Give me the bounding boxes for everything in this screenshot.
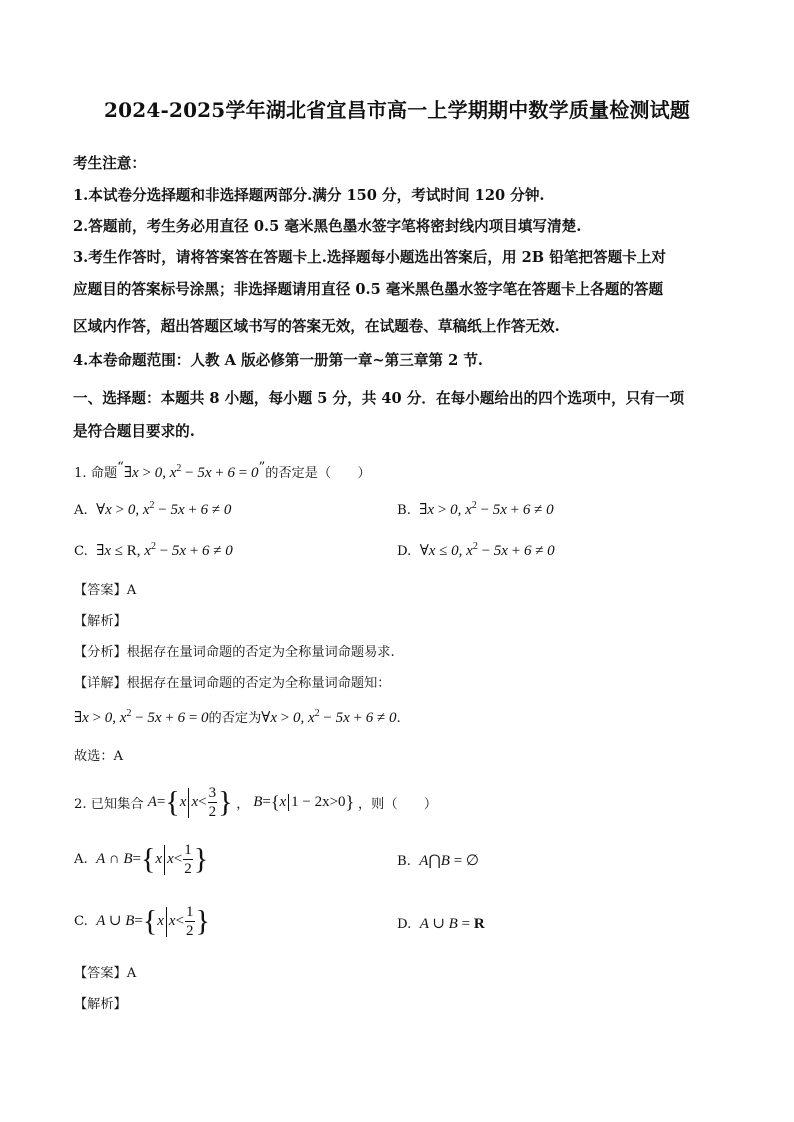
option-label: C. [74, 544, 88, 559]
frac-numerator: 1 [186, 904, 194, 920]
q1-statement-math: ∃x > 0, $x^2 - 5x + 6 = 0$ [123, 463, 259, 481]
q1-analysis-heading: 【解析】 [74, 614, 127, 629]
option-label: A. [74, 852, 88, 867]
option-label: D. [397, 917, 412, 932]
q2-option-a-math: A ∩ B={x x< $\frac{1}{2}$ } [96, 842, 209, 877]
option-label: B. [397, 503, 411, 518]
q1-solution-line [74, 707, 401, 727]
q1-fenxi: 【分析】根据存在量词命题的否定为全称量词命题易求. [74, 645, 395, 660]
frac-numerator: 1 [184, 842, 192, 858]
option-label: C. [74, 914, 88, 929]
q2-set-b-name: B [253, 793, 263, 810]
q1-solution-math-1: ∃x > 0, $x^2 - 5x + 6 = 0$ [74, 708, 209, 726]
option-label: A. [74, 503, 88, 518]
q1-period: . [396, 711, 401, 726]
q2-option-c [74, 903, 210, 940]
q2-option-d [397, 914, 485, 933]
q1-close-quote: ” [258, 460, 266, 475]
option-label: B. [397, 854, 411, 869]
q2-comma: ， [236, 797, 250, 812]
notice-item-3-cont: 应题目的答案标号涂黑；非选择题请用直径 0.5 毫米黑色墨水签字笔在答题卡上各题的答题 [73, 281, 664, 298]
frac-denominator: 2 [184, 861, 192, 877]
q2-option-a [74, 841, 208, 878]
frac-numerator: 3 [208, 785, 217, 801]
q1-option-a-math: ∀x > 0, $x^2 - 5x + 6 \ne 0$ [96, 500, 232, 518]
q1-option-b-math: ∃x > 0, $x^2 - 5x + 6 \ne 0$ [419, 500, 554, 518]
q2-option-b [397, 851, 479, 870]
page-title: 2024-2025学年湖北省宜昌市高一上学期期中数学质量检测试题 [103, 98, 691, 122]
q1-solution-math-2: ∀x > 0, $x^2 - 5x + 6 \ne 0$ [261, 708, 397, 726]
notice-heading: 考生注意： [73, 155, 146, 172]
q2-set-b-expr: 1 − 2x>0 [291, 793, 346, 810]
q1-option-d [397, 541, 555, 560]
q1-open-quote: “ [117, 460, 124, 475]
notice-item-3: 3.考生作答时，请将答案答在答题卡上.选择题每小题选出答案后，用 2B 铅笔把答题卡上对 [73, 249, 666, 266]
q1-option-d-math: ∀x ≤ 0, $x^2 - 5x + 6 \ne 0$ [419, 541, 555, 559]
section-heading-cont: 是符合题目要求的. [73, 423, 195, 440]
q2-answer: 【答案】A [74, 966, 137, 981]
section-heading: 一、选择题：本题共 8 小题，每小题 5 分，共 40 分．在每小题给出的四个选项中，只有一项 [73, 390, 685, 407]
frac-denominator: 2 [208, 804, 217, 820]
notice-item-2: 2.答题前，考生务必用直径 0.5 毫米黑色墨水签字笔将密封线内项目填写清楚. [73, 218, 582, 235]
q2-suffix: ，则（ ） [357, 797, 438, 812]
q1-suffix: 的否定是（ ） [265, 466, 371, 481]
q2-set-b: B={x 1 − 2x>0} [253, 792, 355, 812]
q1-conclusion: 故选：A [74, 749, 124, 764]
notice-item-1: 1.本试卷分选择题和非选择题两部分.满分 150 分，考试时间 120 分钟. [73, 187, 545, 204]
q1-neg-text: 的否定为 [208, 711, 262, 726]
option-label: D. [397, 544, 412, 559]
q1-option-c [74, 541, 233, 560]
q1-stem [74, 460, 371, 482]
q2-stem [74, 784, 437, 821]
q2-set-a: A={x x< $\frac{3}{2}$ } [147, 785, 233, 820]
q2-set-a-name: A [147, 793, 157, 810]
q1-prefix: 1. 命题 [74, 466, 118, 481]
q2-prefix: 2. 已知集合 [74, 797, 144, 812]
q1-option-b [397, 500, 554, 519]
q1-option-a [74, 500, 231, 519]
q2-option-c-math: A ∪ B={x x< $\frac{1}{2}$ } [96, 904, 210, 939]
q2-analysis-heading: 【解析】 [74, 997, 127, 1012]
q1-xiangjie: 【详解】根据存在量词命题的否定为全称量词命题知： [74, 676, 391, 691]
q1-option-c-math: ∃x ≤ R, $x^2 - 5x + 6 \ne 0$ [96, 541, 233, 559]
q1-answer: 【答案】A [74, 583, 137, 598]
frac-denominator: 2 [186, 923, 194, 939]
q2-option-b-math: A⋂B = ∅ [419, 853, 479, 869]
notice-item-4: 4.本卷命题范围：人教 A 版必修第一册第一章~第三章第 2 节. [73, 352, 484, 369]
q2-option-d-math: A ∪ B = R [419, 916, 485, 932]
notice-item-3-cont2: 区域内作答，超出答题区域书写的答案无效，在试题卷、草稿纸上作答无效. [73, 318, 560, 335]
